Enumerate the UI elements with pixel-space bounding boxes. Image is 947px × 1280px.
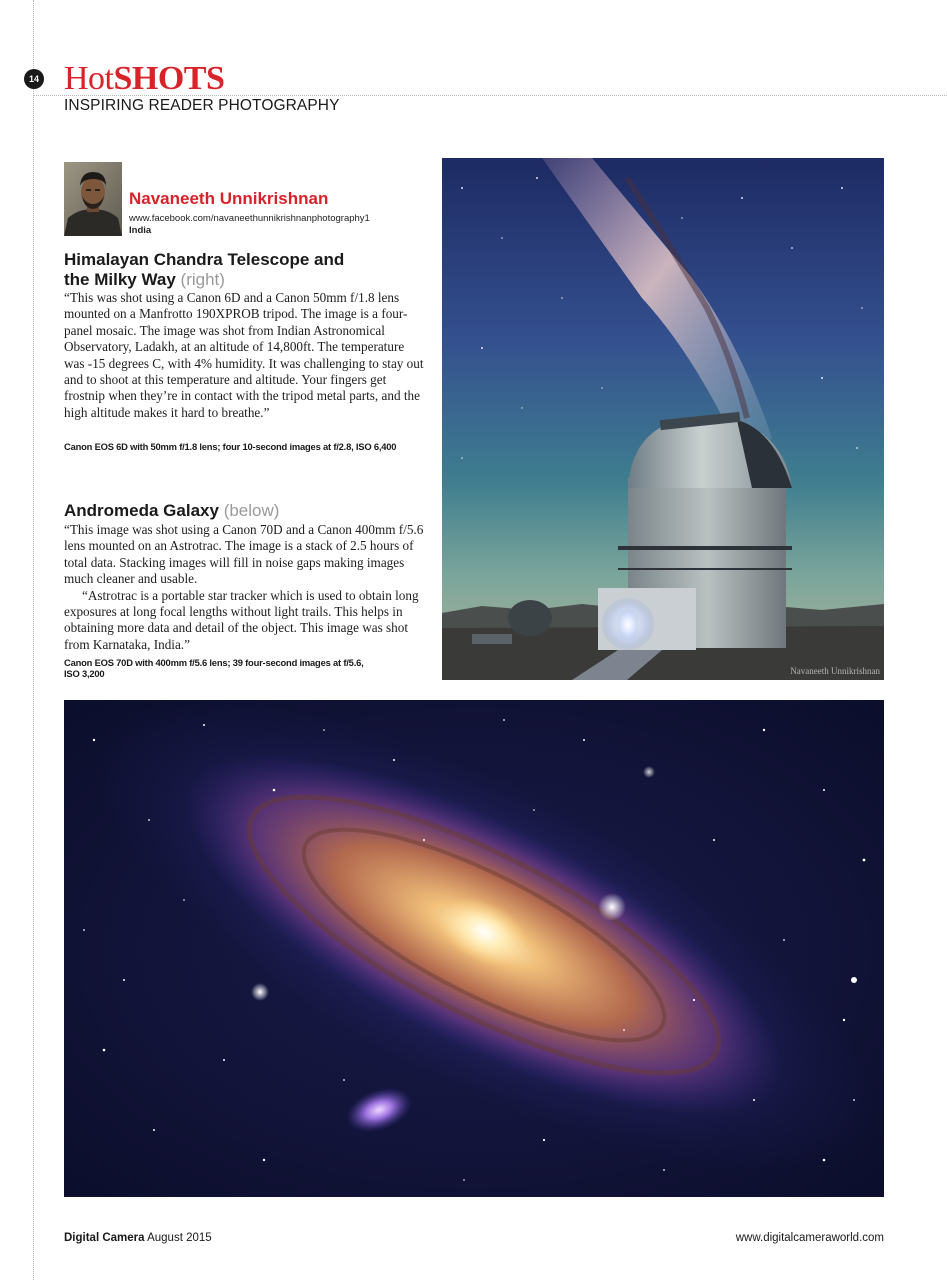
section-masthead: [64, 60, 224, 98]
photo-telescope-milky-way: [442, 158, 884, 680]
story-direction-label: (right): [180, 270, 225, 289]
masthead-shots: SHOTS: [113, 60, 225, 97]
caption-telescope-settings: Canon EOS 6D with 50mm f/1.8 lens; four 10-second images at f/2.8, ISO 6,400: [64, 441, 397, 452]
left-margin-rule: [33, 0, 34, 1280]
story-title-text: Himalayan Chandra Telescope and the Milky Way: [64, 250, 345, 289]
story-title-text: Andromeda Galaxy: [64, 501, 219, 520]
story-body-andromeda: [64, 522, 424, 653]
story-title-telescope: [64, 250, 364, 290]
masthead-hot: Hot: [64, 60, 114, 97]
body-paragraph: “This image was shot using a Canon 70D and a Canon 400mm f/5.6 lens mounted on an Astrotrac. The image is a stack of 2.5 hours of total data. Stacking images will fill in noise gaps making images much cleaner and usable.: [64, 522, 424, 587]
body-paragraph: “Astrotrac is a portable star tracker which is used to obtain long exposures at long focal lengths without light trails. This helps in obtaining more data and detail of the object. This image was shot from Karnataka, India.”: [64, 587, 419, 652]
story-title-andromeda: [64, 501, 424, 521]
author-website-link[interactable]: www.facebook.com/navaneethunnikrishnanphotography1: [129, 213, 370, 224]
footer-website-link[interactable]: www.digitalcameraworld.com: [735, 1232, 884, 1244]
story-direction-label: (below): [223, 501, 280, 520]
photo-watermark: Navaneeth Unnikrishnan: [790, 666, 880, 676]
page-number-badge: 14: [24, 69, 44, 89]
author-avatar: [64, 162, 122, 236]
footer-magazine-name: Digital Camera: [64, 1232, 145, 1244]
section-subtitle: INSPIRING READER PHOTOGRAPHY: [64, 97, 340, 114]
footer-magazine-issue: [64, 1232, 212, 1244]
footer-issue-date: August 2015: [147, 1232, 212, 1244]
story-body-telescope: [64, 290, 424, 421]
body-paragraph: “This was shot using a Canon 6D and a Canon 50mm f/1.8 lens mounted on a Manfrotto 190XPROB tripod. The image is a four-panel mosaic. The image was shot from Indian Astronomical Observatory, Ladakh, at an altitude of 14,800ft. The temperature was -15 degrees C, with 4% humidity. It was challenging to stay out and to shoot at this temperature and altitude. Your fingers get frostnip when they’re in contact with the tripod metal parts, and the high altitude makes it hard to breathe.”: [64, 290, 424, 420]
caption-andromeda-settings: Canon EOS 70D with 400mm f/5.6 lens; 39 four-second images at f/5.6, ISO 3,200: [64, 657, 364, 679]
photo-andromeda-galaxy: [64, 700, 884, 1197]
author-country: India: [129, 225, 152, 236]
author-name: Navaneeth Unnikrishnan: [129, 189, 329, 208]
